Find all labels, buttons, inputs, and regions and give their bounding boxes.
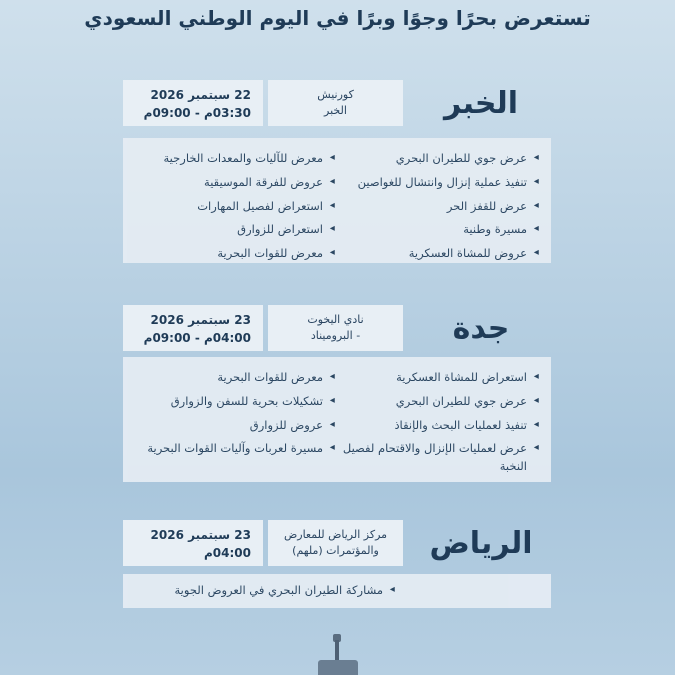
event-time: 03:30م - 09:00م <box>143 106 251 120</box>
event-item: ◂ معرض للقوات البحرية <box>135 369 335 387</box>
city-header <box>123 80 551 126</box>
event-item: ◂ تنفيذ لعمليات البحث والإنقاذ <box>339 417 539 435</box>
events-column-left <box>339 150 539 269</box>
event-item: ◂ معرض للقوات البحرية <box>135 245 335 263</box>
city-name: الرياض <box>429 525 533 561</box>
event-item: ◂ معرض للآليات والمعدات الخارجية <box>135 150 335 168</box>
event-date: 22 سبتمبر 2026 <box>150 88 251 102</box>
city-name: الخبر <box>443 85 519 121</box>
events-grid <box>135 582 539 606</box>
venue-box: كورنيش الخبر <box>268 80 403 126</box>
event-item: ◂ مشاركة الطيران البحري في العروض الجوية <box>135 582 395 600</box>
events-column-left <box>339 369 539 482</box>
venue-box: مركز الرياض للمعارض والمؤتمرات (ملهم) <box>268 520 403 566</box>
event-item: ◂ استعراض للزوارق <box>135 221 335 239</box>
event-date: 23 سبتمبر 2026 <box>150 313 251 327</box>
event-item: ◂ عرض لعمليات الإنزال والاقتحام لفصيل النخبة <box>339 440 539 476</box>
event-item: ◂ مسيرة لعربات وآليات القوات البحرية <box>135 440 335 458</box>
event-date: 23 سبتمبر 2026 <box>150 528 251 542</box>
events-box <box>123 138 551 263</box>
event-item: ◂ استعراض للمشاة العسكرية <box>339 369 539 387</box>
event-item: ◂ عرض جوي للطيران البحري <box>339 393 539 411</box>
event-time: 04:00م <box>204 546 251 560</box>
event-item: ◂ مسيرة وطنية <box>339 221 539 239</box>
city-header <box>123 305 551 351</box>
events-box <box>123 574 551 608</box>
event-item: ◂ عروض للفرقة الموسيقية <box>135 174 335 192</box>
event-item: ◂ عروض للزوارق <box>135 417 335 435</box>
event-item: ◂ عروض للمشاة العسكرية <box>339 245 539 263</box>
city-header <box>123 520 551 566</box>
city-name: جدة <box>452 310 510 346</box>
city-section-jeddah <box>123 305 551 483</box>
events-column-right <box>135 369 335 482</box>
venue-box: نادي اليخوت - البروميناد <box>268 305 403 351</box>
events-grid <box>135 369 539 482</box>
event-item: ◂ استعراض لفصيل المهارات <box>135 198 335 216</box>
mast-base-shape <box>318 660 358 675</box>
events-box <box>123 357 551 482</box>
event-item: ◂ عرض جوي للطيران البحري <box>339 150 539 168</box>
city-section-khobar <box>123 80 551 265</box>
event-time: 04:00م - 09:00م <box>143 331 251 345</box>
event-item: ◂ تنفيذ عملية إنزال وانتشال للغواصين <box>339 174 539 192</box>
page-title: تستعرض بحرًا وجوًا وبرًا في اليوم الوطني السعودي <box>84 6 591 30</box>
events-column-right <box>135 582 395 606</box>
events-grid <box>135 150 539 269</box>
events-column-right <box>135 150 335 269</box>
event-item: ◂ تشكيلات بحرية للسفن والزوارق <box>135 393 335 411</box>
city-section-riyadh <box>123 520 551 610</box>
event-item: ◂ عرض للقفز الحر <box>339 198 539 216</box>
